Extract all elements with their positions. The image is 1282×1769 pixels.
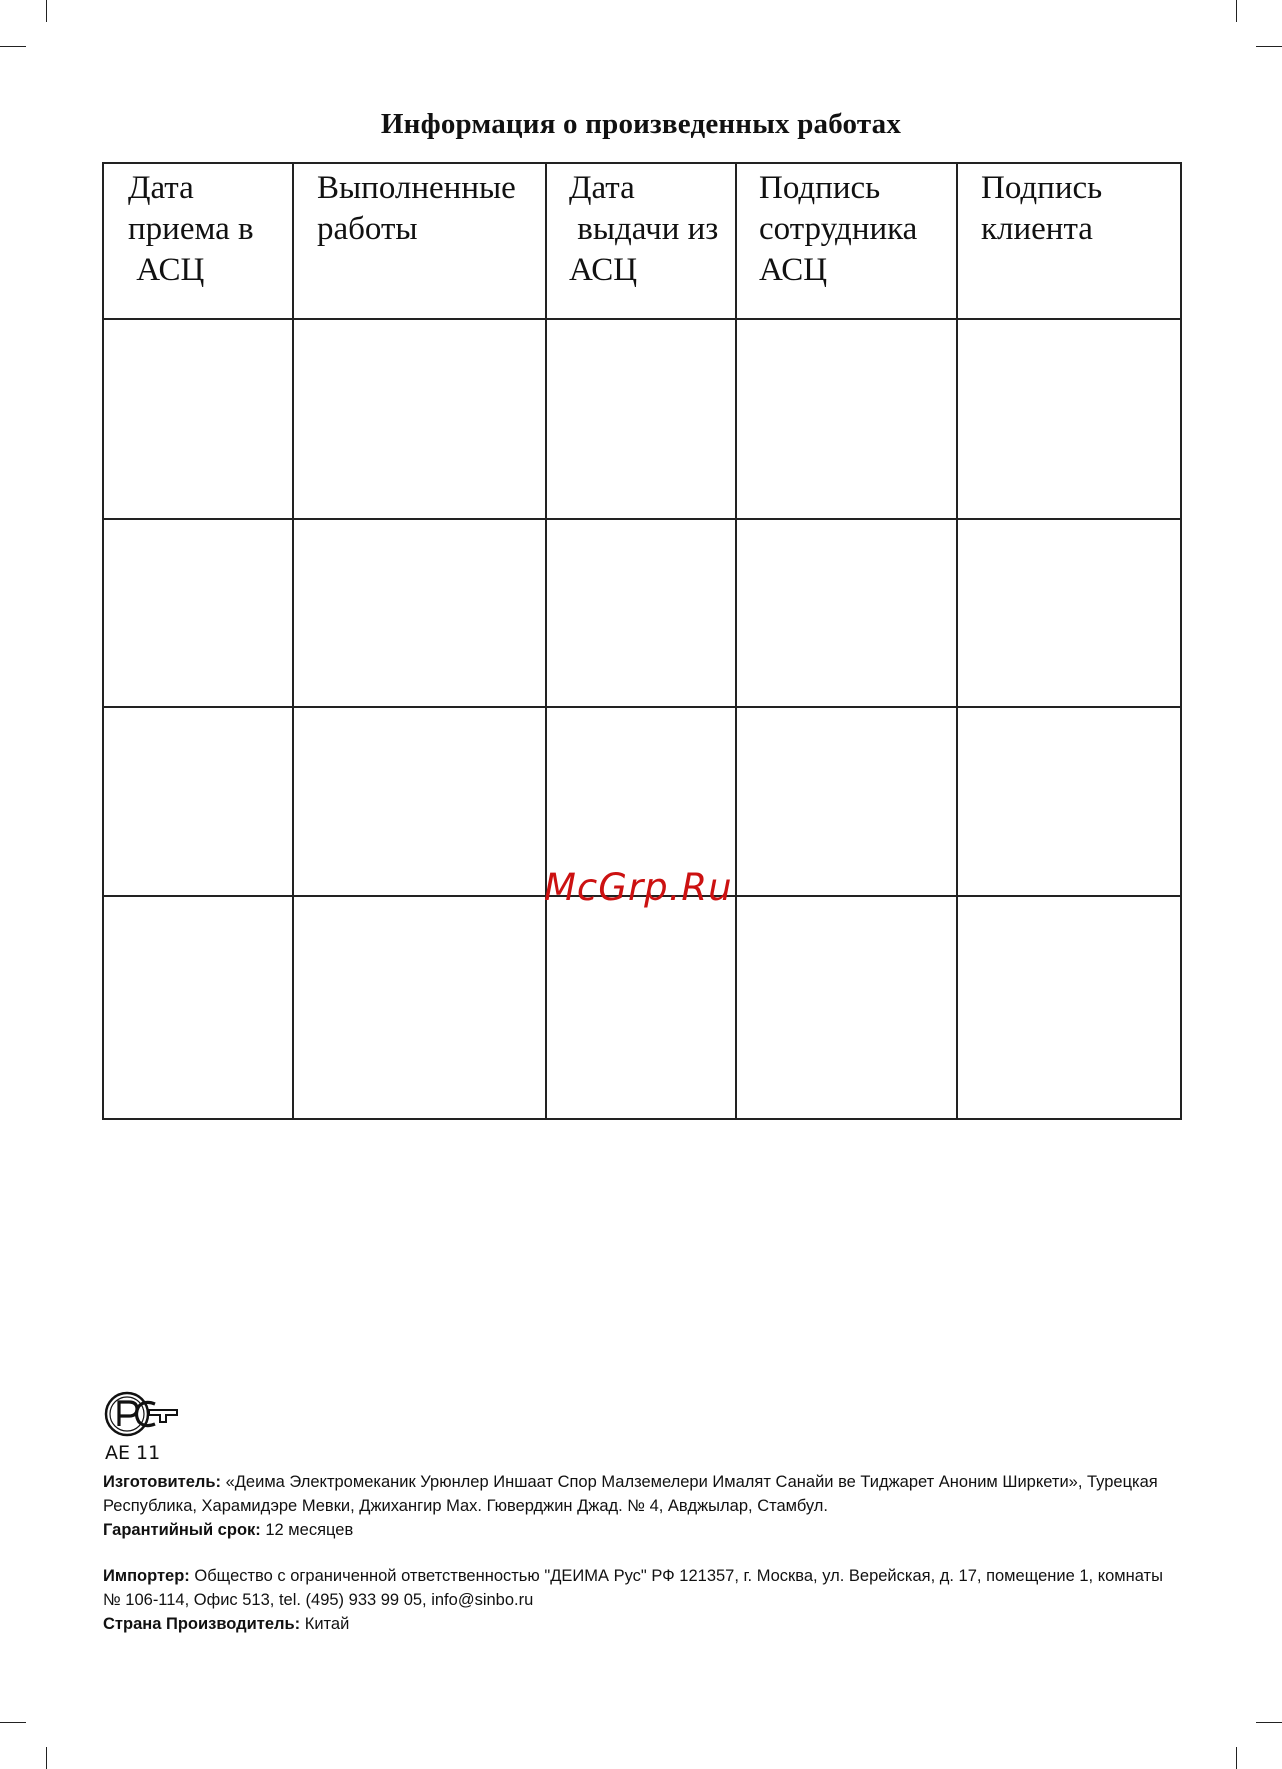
- crop-mark: [46, 1747, 47, 1769]
- watermark: McGrp.Ru: [544, 866, 733, 909]
- table-header-row: [103, 163, 1181, 319]
- table-cell[interactable]: [736, 519, 957, 707]
- table-cell[interactable]: [103, 707, 293, 896]
- table-cell[interactable]: [736, 707, 957, 896]
- table-cell[interactable]: [293, 707, 546, 896]
- table-cell[interactable]: [957, 707, 1181, 896]
- table-cell[interactable]: [546, 319, 736, 519]
- country-info: Страна Производитель: Китай: [103, 1615, 350, 1633]
- crop-mark: [0, 1722, 26, 1723]
- table-cell[interactable]: [546, 519, 736, 707]
- table-cell[interactable]: [546, 896, 736, 1119]
- page-title: Информация о произведенных работах: [380, 108, 902, 140]
- header-client-signature: Подпись клиента: [957, 163, 1181, 319]
- warranty-info: Гарантийный срок: 12 месяцев: [103, 1521, 354, 1539]
- table-row: [103, 319, 1181, 519]
- footer: [103, 1388, 1183, 1636]
- header-work-done: Выполненные работы: [293, 163, 546, 319]
- table-cell[interactable]: [293, 896, 546, 1119]
- table-cell[interactable]: [293, 519, 546, 707]
- table-cell[interactable]: [103, 519, 293, 707]
- header-employee-signature: Подпись сотрудника АСЦ: [736, 163, 957, 319]
- table-cell[interactable]: [957, 896, 1181, 1119]
- crop-mark: [1256, 46, 1282, 47]
- header-date-received: Дата приема в АСЦ: [103, 163, 293, 319]
- table-row: [103, 519, 1181, 707]
- crop-mark: [0, 46, 26, 47]
- table-cell[interactable]: [957, 519, 1181, 707]
- crop-mark: [46, 0, 47, 22]
- table-cell[interactable]: [957, 319, 1181, 519]
- certification-code: AE 11: [105, 1442, 161, 1464]
- crop-mark: [1236, 0, 1237, 22]
- table-cell[interactable]: [103, 319, 293, 519]
- crop-mark: [1236, 1747, 1237, 1769]
- table-cell[interactable]: [103, 896, 293, 1119]
- table-row: [103, 896, 1181, 1119]
- works-table: [102, 162, 1182, 1120]
- table-cell[interactable]: [736, 319, 957, 519]
- footer-info: [103, 1470, 1183, 1636]
- crop-mark: [1256, 1722, 1282, 1723]
- importer-info: Импортер: Общество с ограниченной ответственностью "ДЕИМА Рус" РФ 121357, г. Москва, ул. Верейская, д. 17, помещение 1, комнаты № 106-114, Офис 513, tel. (495) 933 99 05, info@sinbo.ru: [103, 1567, 1163, 1609]
- rst-certification-icon: [103, 1388, 179, 1440]
- table-cell[interactable]: [293, 319, 546, 519]
- manufacturer-info: Изготовитель: «Деима Электромеканик Урюнлер Иншаат Спор Малземелери Ималят Санайи ве Тиджарет Аноним Ширкети», Турецкая Республика, Харамидэре Мевки, Джихангир Мах. Гюверджин Джад. № 4, Авджылар, Стамбул.: [103, 1473, 1158, 1515]
- header-date-issued: Дата выдачи из АСЦ: [546, 163, 736, 319]
- table-cell[interactable]: [736, 896, 957, 1119]
